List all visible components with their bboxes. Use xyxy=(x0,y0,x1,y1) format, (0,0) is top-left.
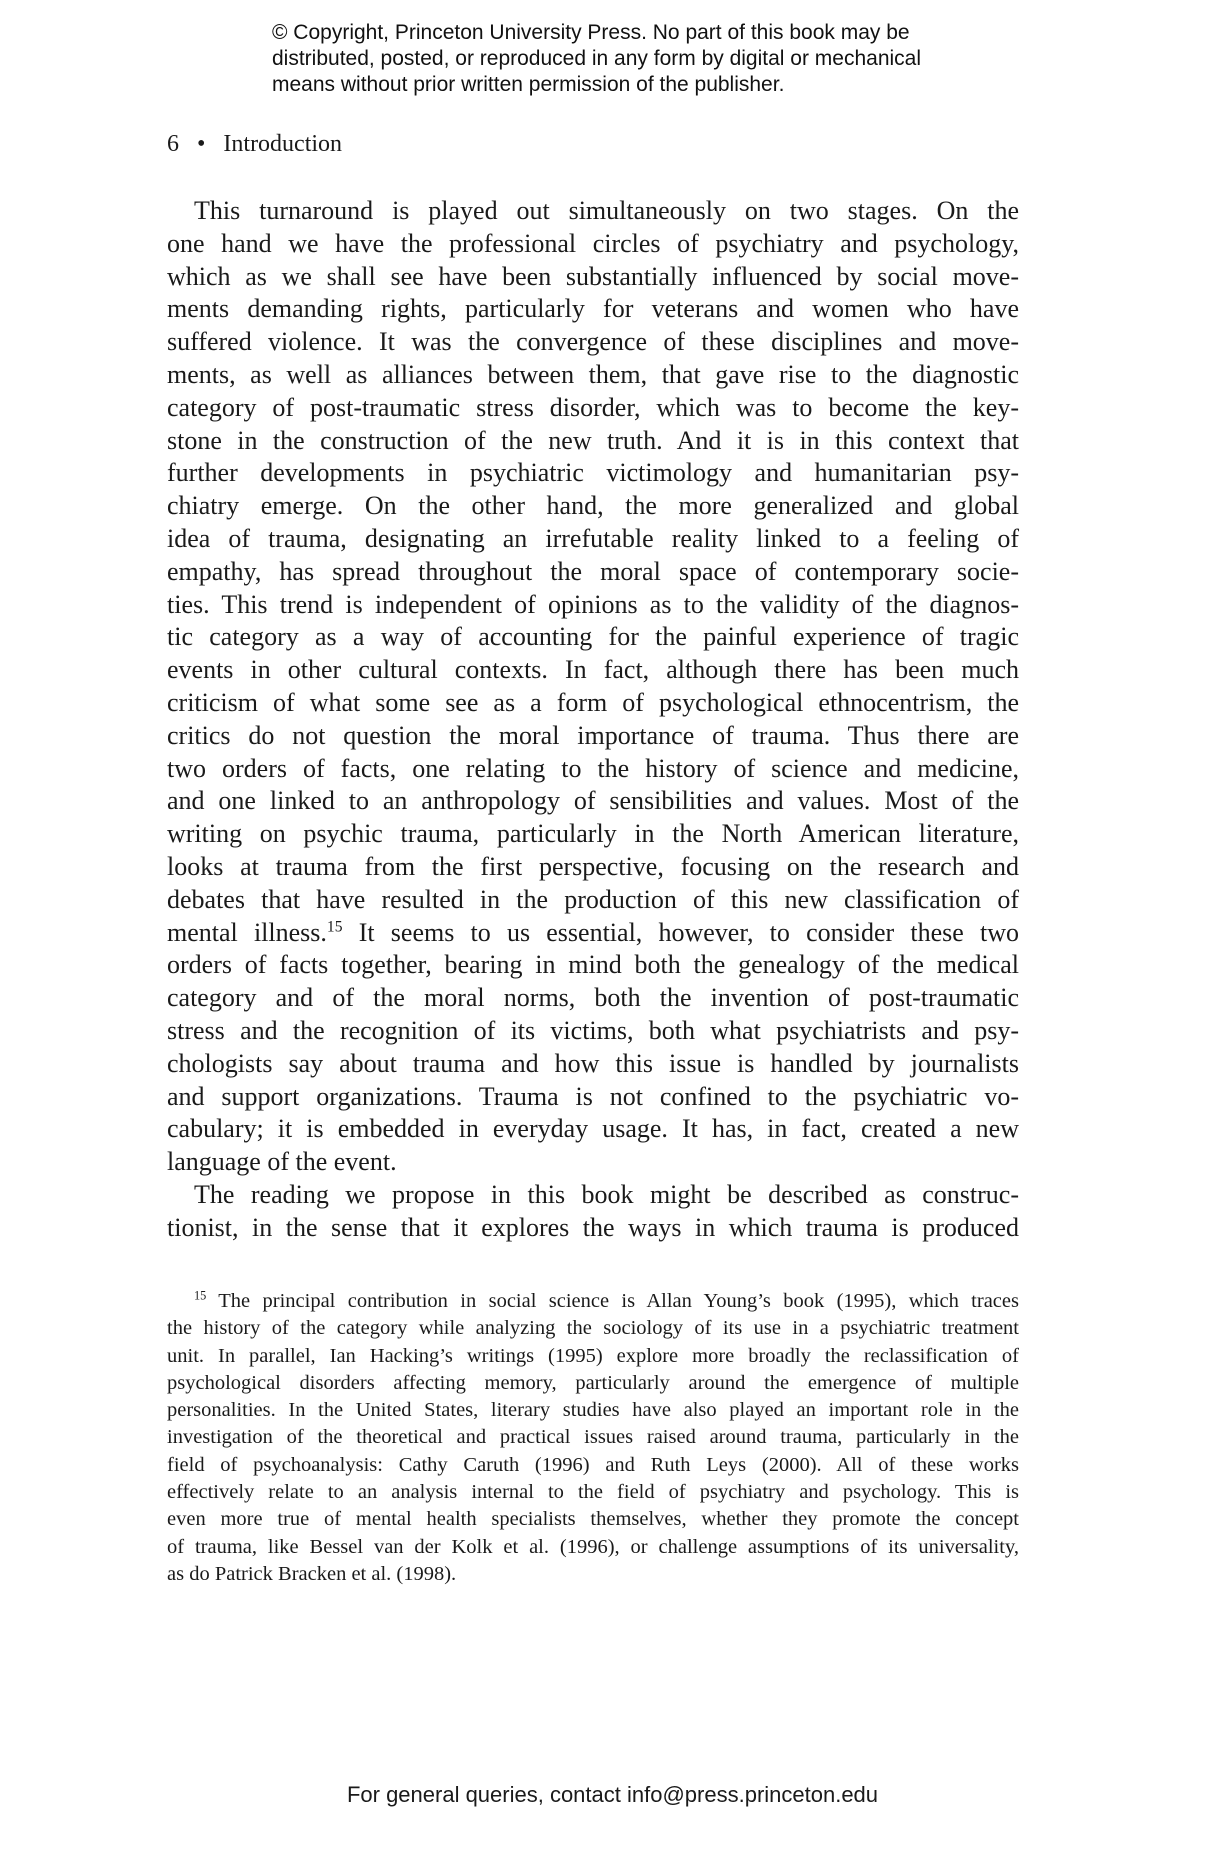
text-line: one hand we have the professional circles of psychiatry and psychology, xyxy=(167,228,1019,258)
text-line: which as we shall see have been substantially influenced by social move- xyxy=(167,261,1019,291)
text-line: stone in the construction of the new truth. And it is in this context that xyxy=(167,425,1019,455)
text-line: writing on psychic trauma, particularly in the North American literature, xyxy=(167,819,1019,849)
text-line: The reading we propose in this book might be described as construc- xyxy=(194,1179,1019,1209)
text-line: ments demanding rights, particularly for veterans and women who have xyxy=(167,294,1019,324)
copyright-line: distributed, posted, or reproduced in any form by digital or mechanical xyxy=(272,47,922,70)
page-number: 6 xyxy=(167,131,179,157)
text-line: critics do not question the moral importance of trauma. Thus there are xyxy=(167,720,1019,750)
footnote-line: the history of the category while analyzing the sociology of its use in a psychiatric treatment xyxy=(167,1317,1019,1340)
footnotes xyxy=(167,1288,1019,1588)
section-title: Introduction xyxy=(223,131,343,157)
footnote-line xyxy=(167,1288,1019,1315)
text-line: This turnaround is played out simultaneously on two stages. On the xyxy=(194,196,1019,225)
footnote-number: 15 xyxy=(194,1288,207,1303)
text-line: idea of trauma, designating an irrefutable reality linked to a feeling of xyxy=(167,523,1019,553)
text-line: category of post-traumatic stress disorder, which was to become the key- xyxy=(167,392,1019,422)
footnote-line: field of psychoanalysis: Cathy Caruth (1996) and Ruth Leys (2000). All of these works xyxy=(167,1453,1019,1476)
footnote-text: The principal contribution in social science is Allan Young’s book (1995), which traces xyxy=(218,1290,1019,1312)
text-line: tionist, in the sense that it explores the ways in which trauma is produced xyxy=(167,1212,1019,1242)
text-line: debates that have resulted in the production of this new classification of xyxy=(167,884,1019,914)
text-fragment: mental illness. xyxy=(167,917,327,947)
text-line: two orders of facts, one relating to the history of science and medicine, xyxy=(167,753,1019,783)
text-line: ties. This trend is independent of opinions as to the validity of the diagnos- xyxy=(167,589,1019,619)
text-line: category and of the moral norms, both the invention of post-traumatic xyxy=(167,983,1019,1013)
footnote-line: psychological disorders affecting memory, particularly around the emergence of multiple xyxy=(167,1371,1019,1394)
footnote xyxy=(167,1288,1019,1588)
text-line: and support organizations. Trauma is not confined to the psychiatric vo- xyxy=(167,1081,1019,1111)
footnote-line: investigation of the theoretical and practical issues raised around trauma, particularly in the xyxy=(167,1426,1019,1449)
text-line: ments, as well as alliances between them, that gave rise to the diagnostic xyxy=(167,359,1019,389)
footnote-line: even more true of mental health specialists themselves, whether they promote the concept xyxy=(167,1508,1019,1531)
separator-bullet: • xyxy=(197,131,206,157)
body-text xyxy=(167,195,1019,1245)
text-fragment: It seems to us essential, however, to consider these two xyxy=(342,917,1019,947)
text-line: orders of facts together, bearing in mind both the genealogy of the medical xyxy=(167,950,1019,980)
footnote-line: unit. In parallel, Ian Hacking’s writings (1995) explore more broadly the reclassification of xyxy=(167,1344,1019,1367)
footnote-line: as do Patrick Bracken et al. (1998). xyxy=(167,1562,457,1585)
paragraph xyxy=(167,1179,1019,1245)
text-line: language of the event. xyxy=(167,1147,397,1177)
text-line: events in other cultural contexts. In fact, although there has been much xyxy=(167,655,1019,685)
text-line: and one linked to an anthropology of sensibilities and values. Most of the xyxy=(167,786,1019,816)
text-line: further developments in psychiatric victimology and humanitarian psy- xyxy=(167,458,1019,488)
text-line: chiatry emerge. On the other hand, the more generalized and global xyxy=(167,491,1019,521)
paragraph xyxy=(167,195,1019,1179)
text-line: looks at trauma from the first perspective, focusing on the research and xyxy=(167,851,1019,881)
text-line: suffered violence. It was the convergence of these disciplines and move- xyxy=(167,327,1019,357)
text-line: chologists say about trauma and how this issue is handled by journalists xyxy=(167,1048,1019,1078)
text-line: empathy, has spread throughout the moral space of contemporary socie- xyxy=(167,556,1019,586)
text-line xyxy=(167,917,1019,950)
running-head xyxy=(167,131,354,158)
text-line: stress and the recognition of its victims, both what psychiatrists and psy- xyxy=(167,1015,1019,1045)
text-line: tic category as a way of accounting for the painful experience of tragic xyxy=(167,622,1019,652)
footnote-reference: 15 xyxy=(326,918,343,936)
copyright-line: means without prior written permission of the publisher. xyxy=(272,73,785,96)
footnote-line: of trauma, like Bessel van der Kolk et al. (1996), or challenge assumptions of its universality, xyxy=(167,1535,1019,1558)
footnote-line: personalities. In the United States, literary studies have also played an important role in the xyxy=(167,1399,1019,1422)
copyright-notice xyxy=(272,20,921,98)
footer-contact: For general queries, contact info@press.princeton.edu xyxy=(346,1782,879,1807)
copyright-line: © Copyright, Princeton University Press. No part of this book may be xyxy=(272,21,910,44)
footnote-line: effectively relate to an analysis internal to the field of psychiatry and psychology. This is xyxy=(167,1481,1019,1504)
text-line: cabulary; it is embedded in everyday usage. It has, in fact, created a new xyxy=(167,1114,1019,1144)
text-line: criticism of what some see as a form of psychological ethnocentrism, the xyxy=(167,687,1019,717)
